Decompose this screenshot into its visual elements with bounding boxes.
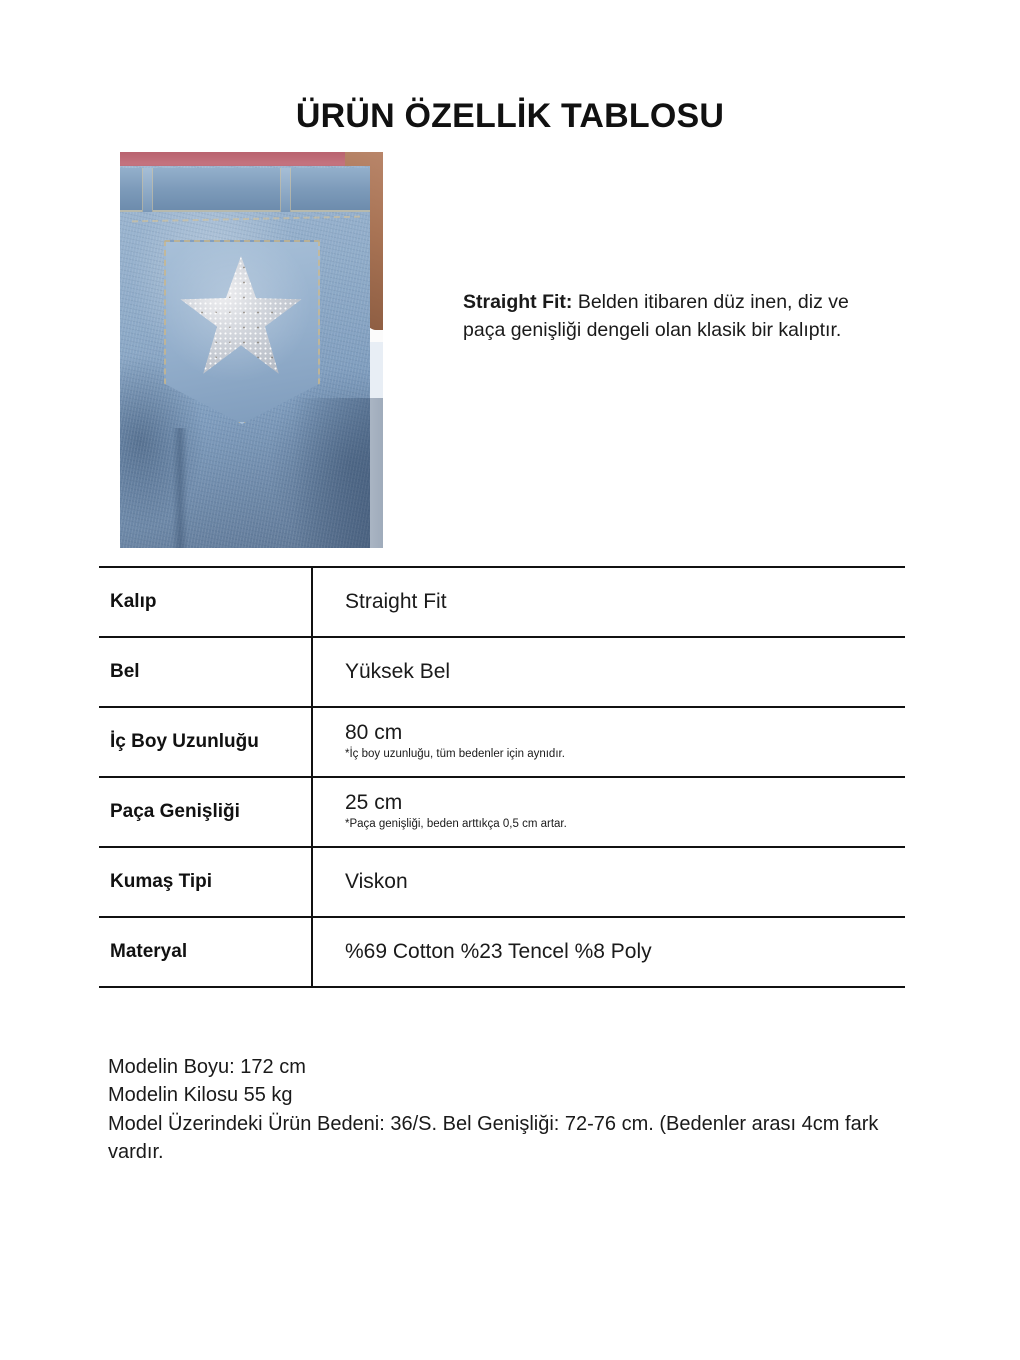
spec-key: Bel — [110, 661, 140, 682]
spec-value — [311, 590, 905, 615]
table-column-divider — [311, 778, 313, 846]
spec-value-main: Viskon — [345, 869, 408, 893]
spec-value — [311, 721, 905, 762]
table-column-divider — [311, 708, 313, 776]
model-info-line: Modelin Kilosu 55 kg — [108, 1084, 293, 1107]
table-column-divider — [311, 848, 313, 916]
table-row — [99, 918, 905, 986]
spec-key: Materyal — [110, 941, 188, 962]
fit-description-label: Straight Fit: — [463, 291, 573, 313]
spec-value — [311, 660, 905, 685]
model-info — [108, 1053, 898, 1167]
spec-key: Paça Genişliği — [110, 801, 240, 822]
table-row — [99, 708, 905, 776]
table-row — [99, 848, 905, 916]
product-photo-illustration — [120, 152, 383, 548]
table-row — [99, 778, 905, 846]
model-info-line: Model Üzerindeki Ürün Bedeni: 36/S. Bel Genişliği: 72-76 cm. (Bedenler arası 4cm fark vardır. — [108, 1112, 879, 1164]
photo-belt-loop — [142, 168, 153, 212]
spec-value-main: 25 cm — [345, 791, 403, 815]
spec-value-note: *Paça genişliği, beden arttıkça 0,5 cm artar. — [345, 818, 567, 831]
spec-key: Kumaş Tipi — [110, 871, 213, 892]
spec-value — [311, 791, 905, 832]
spec-value-note: *İç boy uzunluğu, tüm bedenler için aynıdır. — [345, 748, 565, 761]
table-row — [99, 568, 905, 636]
model-info-line: Modelin Boyu: 172 cm — [108, 1056, 306, 1078]
photo-shadow — [293, 398, 383, 548]
table-rule — [99, 986, 905, 988]
photo-belt-loop — [280, 168, 291, 212]
fit-description — [463, 289, 873, 344]
page-title: ÜRÜN ÖZELLİK TABLOSU — [295, 97, 725, 135]
spec-value-main: Straight Fit — [345, 589, 447, 613]
table-row — [99, 638, 905, 706]
photo-waistband — [120, 168, 370, 212]
spec-value-main: %69 Cotton %23 Tencel %8 Poly — [345, 939, 652, 963]
spec-value-main: Yüksek Bel — [345, 659, 451, 683]
spec-table — [99, 566, 905, 988]
spec-value — [311, 940, 905, 965]
product-photo — [120, 152, 383, 548]
photo-leg-crease — [172, 428, 188, 548]
spec-value — [311, 870, 905, 895]
table-column-divider — [311, 918, 313, 986]
table-column-divider — [311, 638, 313, 706]
spec-value-main: 80 cm — [345, 721, 403, 745]
spec-key: İç Boy Uzunluğu — [110, 731, 259, 752]
fit-description-text: Belden itibaren düz inen, diz ve paça genişliği dengeli olan klasik bir kalıptır. — [463, 291, 849, 341]
table-column-divider — [311, 568, 313, 636]
spec-key: Kalıp — [110, 591, 157, 612]
